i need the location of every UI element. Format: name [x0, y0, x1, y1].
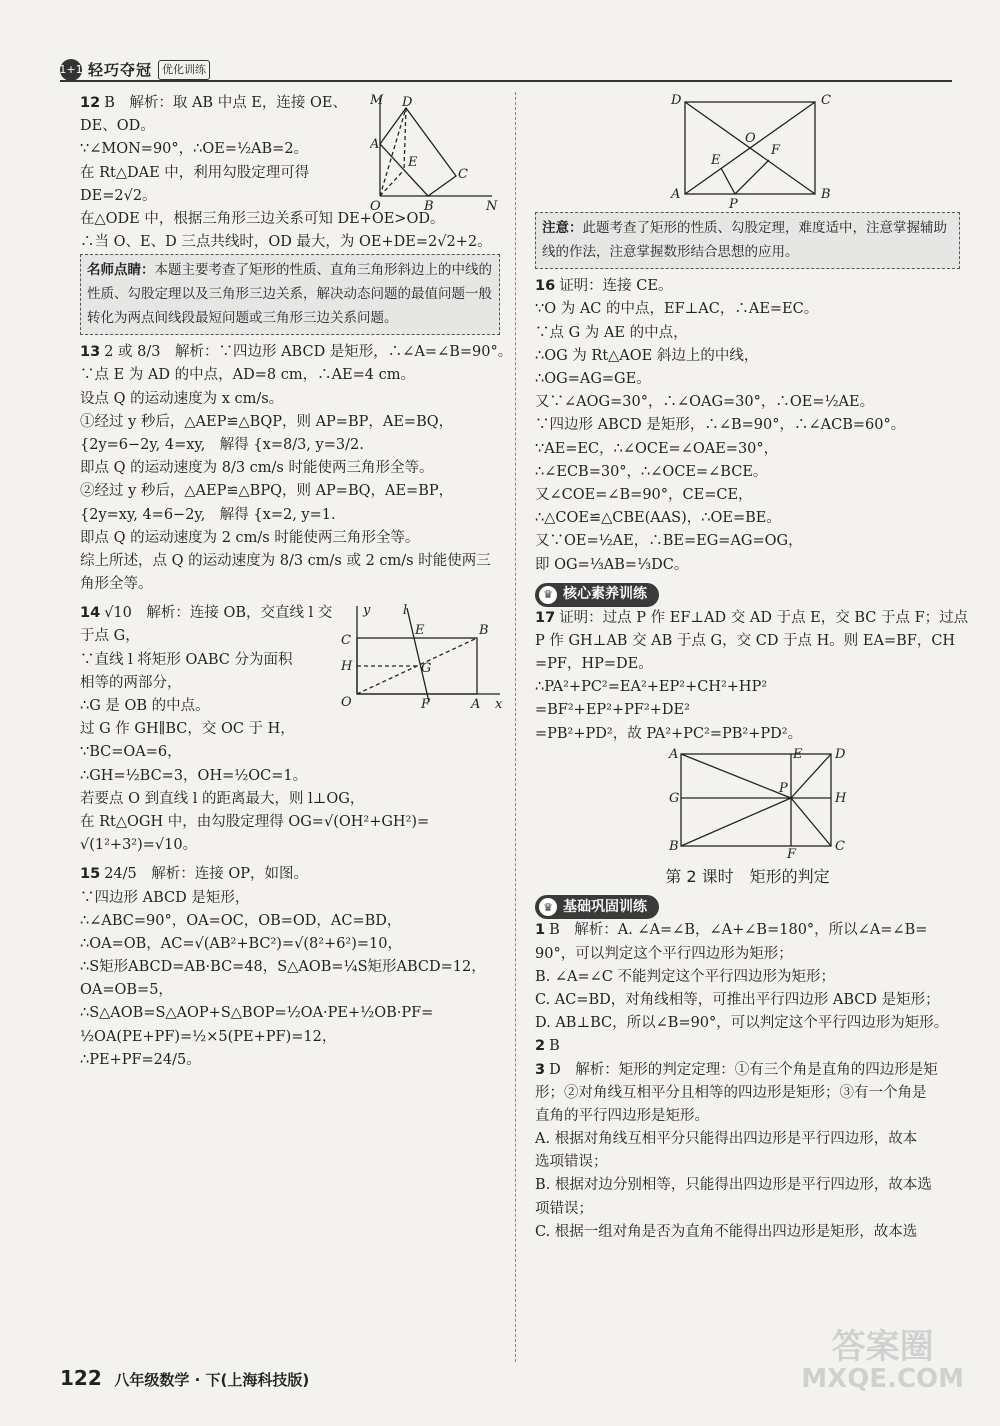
q16-line: ∵O 为 AC 的中点，EF⊥AC，∴AE=EC。 — [535, 301, 819, 318]
q17-line: =PF，HP=DE。 — [535, 656, 653, 673]
q17-line: ∴PA²+PC²=EA²+EP²+CH²+HP² — [535, 679, 768, 696]
svg-text:P: P — [729, 197, 738, 212]
q17-line: =PB²+PD²，故 PA²+PC²=PB²+PD²。 — [535, 725, 803, 742]
q1-number: 1 — [535, 922, 546, 939]
q13-line: {2y=6−2y, 4=xy, 解得 {x=8/3, y=3/2. — [80, 436, 364, 453]
q13-line: ①经过 y 秒后，△AEP≌△BQP，则 AP=BP，AE=BQ， — [80, 413, 454, 430]
q13-line: ∵点 E 为 AD 的中点，AD=8 cm，∴AE=4 cm。 — [80, 367, 415, 384]
q13-number: 13 — [80, 344, 101, 361]
q15-line: ∴S矩形ABCD=AB·BC=48，S△AOB=¼S矩形ABCD=12， — [80, 959, 486, 976]
q13-line: ②经过 y 秒后，△AEP≌△BPQ，则 AP=BQ，AE=BP， — [80, 483, 454, 500]
figure-q12 — [370, 92, 500, 212]
q12-line: ∴当 O、E、D 三点共线时，OD 最大，为 OE+DE=2√2+2。 — [80, 234, 492, 251]
q15-line: 24/5 解析：连接 OP，如图。 — [104, 866, 309, 883]
page-footer — [60, 1362, 309, 1394]
q2-number: 2 — [535, 1038, 546, 1055]
q16-line: ∵点 G 为 AE 的中点， — [535, 324, 688, 341]
q14-line: ∵直线 l 将矩形 OABC 分为面积 — [80, 651, 293, 668]
q12-line: B 解析：取 AB 中点 E，连接 OE、 — [104, 95, 347, 111]
q14-line: 在 Rt△OGH 中，由勾股定理得 OG=√(OH²+GH²)= — [80, 813, 430, 830]
section-basic-training-title: 基础巩固训练 — [563, 899, 647, 916]
q2-line: B — [549, 1038, 560, 1055]
q16-line: ∵AE=EC，∴∠OCE=∠OAE=30°， — [535, 440, 779, 457]
q16-line: 又∠COE=∠B=90°，CE=CE， — [535, 486, 753, 503]
figure-q15 — [535, 92, 955, 212]
question-15 — [80, 863, 500, 1072]
question-12 — [80, 92, 500, 335]
figure-q17 — [535, 746, 955, 858]
lesson-title: 第 2 课时 矩形的判定 — [665, 866, 830, 886]
q3-line: 选项错误； — [535, 1154, 608, 1171]
q16-line: ∴OG=AG=GE。 — [535, 371, 651, 387]
q15-line: OA=OB=5， — [80, 982, 173, 999]
q13-line: 综上所述，点 Q 的运动速度为 8/3 cm/s 或 2 cm/s 时能使两三 — [80, 552, 491, 569]
q16-number: 16 — [535, 278, 556, 295]
q15-line: ∵四边形 ABCD 是矩形， — [80, 889, 250, 906]
q16-line: ∵四边形 ABCD 是矩形，∴∠B=90°，∴∠ACB=60°。 — [535, 417, 906, 434]
q15-line: ∴S△AOB=S△AOP+S△BOP=½OA·PE+½OB·PF= — [80, 1005, 434, 1022]
svg-text:E: E — [415, 623, 425, 639]
section-basic-training — [535, 895, 659, 919]
q17-line: P 作 GH⊥AB 交 AB 于点 G，交 CD 于点 H。则 EA=BF，CH — [535, 632, 956, 649]
q16-line: 证明：连接 CE。 — [559, 278, 673, 295]
q3-number: 3 — [535, 1061, 546, 1078]
left-column — [80, 92, 513, 1072]
svg-text:E: E — [793, 746, 803, 762]
q15-line: ½OA(PE+PF)=½×5(PE+PF)=12， — [80, 1028, 337, 1045]
q14-line: 相等的两部分， — [80, 674, 182, 691]
watermark-line: 答案圈 — [831, 1327, 934, 1367]
svg-text:M: M — [370, 93, 384, 108]
svg-text:F: F — [787, 846, 797, 858]
q3-line: 项错误； — [535, 1200, 593, 1217]
question-1 — [535, 919, 960, 1035]
q12-line: 在 Rt△DAE 中，利用勾股定理可得 — [80, 164, 310, 181]
svg-text:A: A — [671, 187, 681, 202]
q14-line: ∴GH=½BC=3，OH=½OC=1。 — [80, 767, 308, 784]
q13-line: 角形全等。 — [80, 576, 153, 593]
q17-line: =BF²+EP²+PF²+DE² — [535, 702, 690, 719]
svg-text:y: y — [363, 603, 371, 619]
right-column — [535, 92, 969, 1244]
q13-line: 即点 Q 的运动速度为 2 cm/s 时能使两三角形全等。 — [80, 529, 420, 546]
svg-text:B: B — [424, 199, 434, 212]
q3-line: 形；②对角线互相平分且相等的四边形是矩形；③有一个角是 — [535, 1084, 927, 1101]
q3-line: B. 根据对边分别相等，只能得出四边形是平行四边形，故本选 — [535, 1177, 932, 1194]
q13-line: {2y=xy, 4=6−2y, 解得 {x=2, y=1. — [80, 506, 336, 523]
svg-text:B: B — [821, 187, 831, 202]
q15-note-label: 注意： — [542, 220, 583, 236]
q3-line: 直角的平行四边形是矩形。 — [535, 1107, 709, 1124]
figure-q14 — [335, 602, 505, 712]
svg-text:F: F — [421, 697, 431, 713]
svg-text:E: E — [711, 153, 721, 168]
q15-line: ∴PE+PF=24/5。 — [80, 1051, 201, 1068]
section-core-literacy — [535, 583, 659, 607]
q12-line: ∵∠MON=90°，∴OE=½AB=2。 — [80, 141, 309, 158]
q14-line: ∴G 是 OB 的中点。 — [80, 698, 210, 714]
svg-text:B: B — [669, 838, 679, 854]
q13-line: 设点 Q 的运动速度为 x cm/s。 — [80, 390, 284, 407]
svg-text:H: H — [835, 790, 847, 806]
q3-line: D 解析：矩形的判定定理：①有三个角是直角的四边形是矩 — [549, 1061, 938, 1078]
q14-line: 于点 G， — [80, 628, 140, 645]
svg-text:D: D — [835, 746, 846, 762]
q12-line: DE、OD。 — [80, 118, 155, 135]
question-2 — [535, 1035, 960, 1058]
question-16 — [535, 275, 960, 576]
svg-text:G: G — [421, 661, 432, 677]
page-number: 122 — [60, 1366, 102, 1390]
crown-icon: ♛ — [539, 898, 557, 916]
column-divider — [515, 92, 516, 1362]
q3-line: A. 根据对角线互相平分只能得出四边形是平行四边形，故本 — [535, 1131, 918, 1148]
q12-tip-box — [80, 254, 500, 335]
book-title: 八年级数学 · 下(上海科技版) — [114, 1371, 310, 1389]
q16-line: 即 OG=⅓AB=⅓DC。 — [535, 556, 689, 573]
q16-line: 又∵OE=½AE，∴BE=EG=AG=OG， — [535, 533, 803, 550]
q15-note-text: 此题考查了矩形的性质、勾股定理，难度适中，注意掌握辅助线的作法，注意掌握数形结合思想的应用。 — [542, 220, 947, 260]
svg-text:C: C — [835, 838, 845, 854]
svg-text:A: A — [669, 746, 679, 762]
header-rule — [60, 80, 952, 82]
q16-line: ∴△COE≌△CBE(AAS)，∴OE=BE。 — [535, 510, 781, 527]
q12-number: 12 — [80, 95, 101, 111]
question-14 — [80, 602, 503, 857]
svg-text:l: l — [403, 603, 408, 619]
brand-name: 轻巧夺冠 — [88, 61, 153, 79]
q12-line: 在△ODE 中，根据三角形三边关系可知 DE+OE>OD。 — [80, 210, 445, 227]
svg-text:N: N — [486, 199, 498, 212]
svg-text:H: H — [341, 659, 353, 675]
q12-tip-text: 本题主要考查了矩形的性质、直角三角形斜边上的中线的性质、勾股定理以及三角形三边关系，解决动态问题的最值问题一般转化为两点间线段最短问题或三角形三边关系问题。 — [87, 262, 492, 326]
svg-text:O: O — [370, 199, 381, 212]
q14-line: √(1²+3²)=√10。 — [80, 837, 198, 854]
brand-logo-icon: 1+1 — [60, 59, 82, 81]
svg-text:D: D — [402, 95, 413, 110]
q15-line: ∴OA=OB，AC=√(AB²+BC²)=√(8²+6²)=10， — [80, 935, 402, 952]
q1-line: D. AB⊥BC，所以∠B=90°，可以判定这个平行四边形为矩形。 — [535, 1015, 949, 1032]
question-17 — [535, 607, 969, 746]
q14-line: 若要点 O 到直线 l 的距离最大，则 l⊥OG， — [80, 790, 365, 807]
q13-line: 即点 Q 的运动速度为 8/3 cm/s 时能使两三角形全等。 — [80, 460, 434, 477]
q15-number: 15 — [80, 866, 101, 883]
page-header — [60, 58, 952, 84]
q16-line: ∴∠ECB=30°，∴∠OCE=∠BCE。 — [535, 463, 768, 480]
svg-text:O: O — [745, 131, 756, 146]
watermark-logo — [801, 1327, 964, 1394]
svg-text:C: C — [821, 93, 831, 108]
q1-line: B. ∠A=∠C 不能判定这个平行四边形为矩形； — [535, 968, 835, 985]
svg-text:E: E — [408, 155, 418, 170]
question-13 — [80, 341, 513, 596]
q17-line: 证明：过点 P 作 EF⊥AD 交 AD 于点 E，交 BC 于点 F；过点 — [559, 609, 969, 626]
q12-line: DE=2√2。 — [80, 187, 157, 204]
question-3 — [535, 1059, 960, 1245]
q15-line: ∴∠ABC=90°，OA=OC，OB=OD，AC=BD， — [80, 912, 402, 929]
svg-text:P: P — [779, 780, 788, 796]
brand-subtitle: 优化训练 — [158, 60, 210, 80]
svg-text:A: A — [370, 137, 380, 152]
q16-line: 又∵∠AOG=30°，∴∠OAG=30°，∴OE=½AE。 — [535, 394, 875, 411]
q14-line: 过 G 作 GH∥BC，交 OC 于 H， — [80, 721, 295, 738]
svg-text:F: F — [771, 143, 781, 158]
svg-text:C: C — [458, 167, 468, 182]
q14-line: √10 解析：连接 OB，交直线 l 交 — [104, 605, 333, 622]
svg-text:O: O — [341, 695, 352, 711]
svg-text:C: C — [341, 633, 351, 649]
q17-number: 17 — [535, 609, 556, 626]
q1-line: B 解析：A. ∠A=∠B，∠A+∠B=180°，所以∠A=∠B= — [549, 922, 928, 939]
svg-text:G: G — [669, 790, 680, 806]
watermark-line: MXQE.COM — [801, 1363, 964, 1394]
svg-text:x: x — [495, 697, 503, 713]
q15-note-box — [535, 212, 960, 269]
brand — [60, 58, 210, 82]
q14-line: ∵BC=OA=6， — [80, 744, 182, 761]
q3-line: C. 根据一组对角是否为直角不能得出四边形是矩形，故本选 — [535, 1223, 918, 1240]
q1-line: C. AC=BD，对角线相等，可推出平行四边形 ABCD 是矩形； — [535, 991, 940, 1008]
q14-number: 14 — [80, 605, 101, 622]
svg-text:D: D — [671, 93, 682, 108]
q16-line: ∴OG 为 Rt△AOE 斜边上的中线， — [535, 347, 759, 364]
svg-text:B: B — [479, 623, 489, 639]
svg-text:A: A — [471, 697, 481, 713]
q12-tip-label: 名师点睛： — [87, 262, 155, 279]
q13-line: 2 或 8/3 解析：∵四边形 ABCD 是矩形，∴∠A=∠B=90°。 — [104, 344, 513, 361]
crown-icon: ♛ — [539, 586, 557, 604]
q1-line: 90°，可以判定这个平行四边形为矩形； — [535, 945, 793, 962]
section-core-literacy-title: 核心素养训练 — [563, 586, 647, 603]
